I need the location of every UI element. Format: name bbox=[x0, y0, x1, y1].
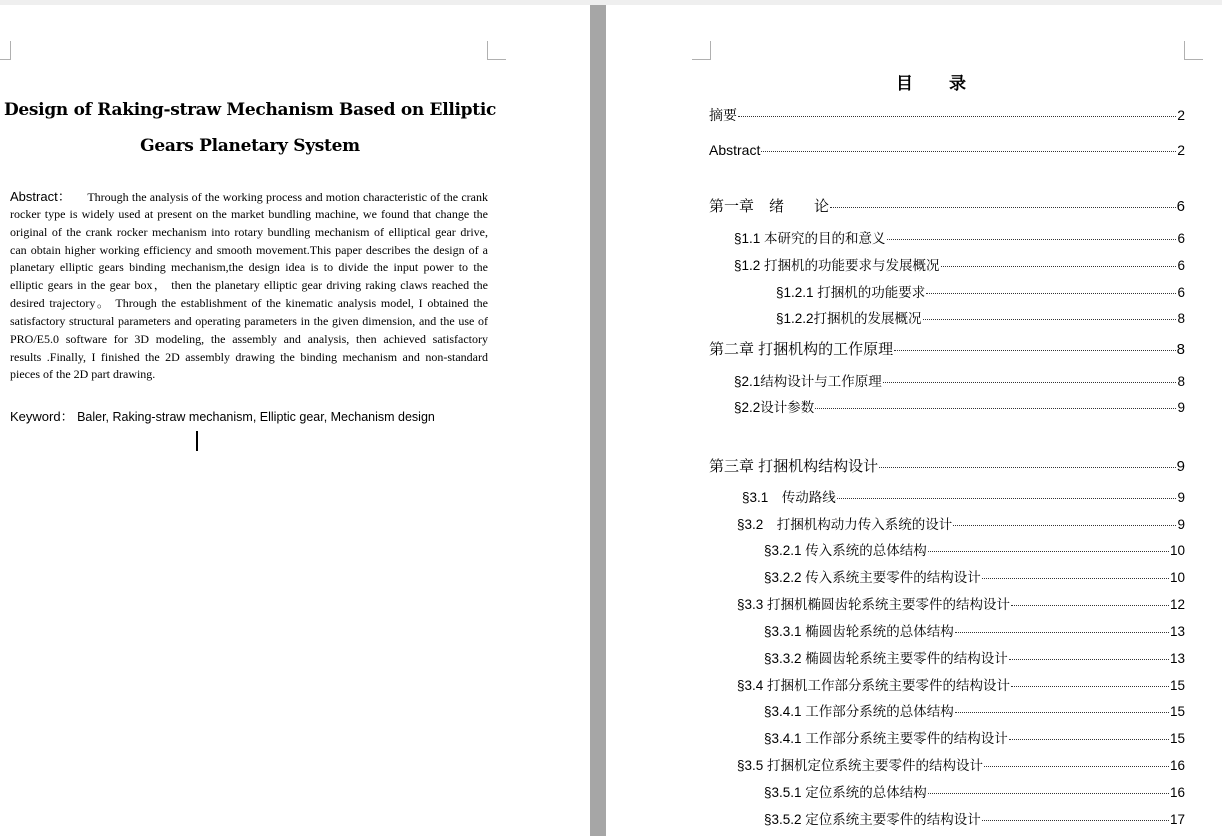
toc-leader-dots bbox=[887, 239, 1177, 240]
toc-leader-dots bbox=[837, 498, 1177, 499]
toc-entry-label: §2.2设计参数 bbox=[734, 400, 815, 415]
toc-entry[interactable] bbox=[737, 674, 1185, 694]
abstract-line: pieces of the 2D part drawing. bbox=[10, 367, 156, 382]
toc-entry-label: §3.3 打捆机椭圆齿轮系统主要零件的结构设计 bbox=[737, 597, 1011, 612]
toc-leader-dots bbox=[926, 293, 1176, 294]
toc-leader-dots bbox=[1009, 739, 1169, 740]
toc-entry-label: §3.5.2 定位系统主要零件的结构设计 bbox=[764, 812, 981, 827]
toc-entry-page: 9 bbox=[1177, 490, 1185, 505]
toc-entry[interactable] bbox=[742, 486, 1185, 506]
toc-leader-dots bbox=[1009, 659, 1169, 660]
abstract-line: rocker type is widely used at present on the market bundling machine, we found that change the bbox=[10, 206, 488, 221]
toc-leader-dots bbox=[879, 467, 1175, 468]
margin-corner-mark bbox=[692, 41, 711, 60]
toc-entry-page: 16 bbox=[1169, 758, 1185, 773]
toc-entry[interactable] bbox=[764, 700, 1185, 720]
toc-entry[interactable] bbox=[764, 566, 1185, 586]
margin-corner-mark bbox=[0, 41, 11, 60]
toc-entry-label: §3.4.1 工作部分系统的总体结构 bbox=[764, 704, 954, 719]
document-page-abstract[interactable] bbox=[0, 5, 590, 836]
toc-entry[interactable] bbox=[734, 254, 1185, 274]
toc-entry-label: §1.1 本研究的目的和意义 bbox=[734, 231, 886, 246]
abstract-line: can obtain higher working efficiency and smooth movement.This paper describes the design of a bbox=[10, 242, 488, 257]
abstract-line: desired trajectory。 Through the establishment of the kinematic analysis model, I obtained the bbox=[10, 296, 488, 311]
toc-entry-page: 13 bbox=[1169, 624, 1185, 639]
abstract-text: Through the analysis of the working process and motion characteristic of the crank bbox=[87, 190, 488, 204]
toc-entry-page: 9 bbox=[1177, 517, 1185, 532]
toc-entry[interactable] bbox=[709, 105, 1185, 125]
toc-entry-label: §2.1结构设计与工作原理 bbox=[734, 374, 882, 389]
toc-leader-dots bbox=[883, 382, 1177, 383]
margin-corner-mark bbox=[487, 41, 506, 60]
abstract-line: elliptic gears in the gear box， then the planetary elliptic gear driving raking claws reached the bbox=[10, 278, 488, 293]
abstract-line: satisfactory structural parameters and operating parameters in the given dimension, and the use of bbox=[10, 313, 488, 328]
toc-entry-label: Abstract bbox=[709, 142, 761, 158]
toc-entry-page: 10 bbox=[1169, 543, 1185, 558]
toc-leader-dots bbox=[941, 266, 1177, 267]
toc-entry[interactable] bbox=[734, 396, 1185, 416]
toc-entry[interactable] bbox=[737, 593, 1185, 613]
toc-entry-label: 第二章 打捆机构的工作原理 bbox=[709, 341, 894, 358]
abstract-paragraph bbox=[10, 188, 488, 384]
toc-entry-page: 17 bbox=[1169, 812, 1185, 827]
toc-leader-dots bbox=[982, 820, 1169, 821]
keyword-text: Baler, Raking-straw mechanism, Elliptic gear, Mechanism design bbox=[73, 410, 435, 424]
toc-entry-page: 16 bbox=[1169, 785, 1185, 800]
toc-entry-page: 13 bbox=[1169, 651, 1185, 666]
toc-entry[interactable] bbox=[737, 513, 1185, 533]
toc-leader-dots bbox=[830, 207, 1176, 208]
toc-entry-label: §3.2 打捆机构动力传入系统的设计 bbox=[737, 517, 953, 532]
margin-corner-mark bbox=[1184, 41, 1203, 60]
toc-entry-page: 2 bbox=[1177, 107, 1185, 123]
toc-entry[interactable] bbox=[734, 370, 1185, 390]
toc-leader-dots bbox=[815, 408, 1176, 409]
toc-entry[interactable] bbox=[776, 307, 1185, 327]
toc-entry-page: 6 bbox=[1177, 258, 1185, 273]
toc-entry-page: 2 bbox=[1177, 142, 1185, 158]
toc-entry[interactable] bbox=[709, 142, 1185, 158]
toc-entry-label: §3.2.1 传入系统的总体结构 bbox=[764, 543, 927, 558]
toc-entry[interactable] bbox=[737, 754, 1185, 774]
toc-title: 目录 bbox=[896, 74, 1002, 94]
toc-entry-page: 8 bbox=[1177, 374, 1185, 389]
toc-entry-page: 6 bbox=[1177, 231, 1185, 246]
toc-entry-label: §3.2.2 传入系统主要零件的结构设计 bbox=[764, 570, 981, 585]
toc-entry-label: 第一章 绪 论 bbox=[709, 198, 830, 215]
toc-entry-label: §1.2.1 打捆机的功能要求 bbox=[776, 285, 926, 300]
toc-entry-label: 第三章 打捆机构结构设计 bbox=[709, 458, 879, 475]
page-gutter bbox=[590, 5, 606, 836]
toc-leader-dots bbox=[928, 793, 1169, 794]
toc-entry-page: 9 bbox=[1177, 400, 1185, 415]
toc-entry-page: 15 bbox=[1169, 731, 1185, 746]
abstract-label: Abstract： bbox=[10, 189, 72, 204]
toc-entry-page: 10 bbox=[1169, 570, 1185, 585]
toc-entry[interactable] bbox=[764, 620, 1185, 640]
toc-entry[interactable] bbox=[709, 455, 1185, 476]
text-cursor bbox=[196, 431, 198, 451]
paper-title-line-2: Gears Planetary System bbox=[140, 136, 360, 156]
toc-entry-page: 8 bbox=[1176, 341, 1185, 358]
toc-leader-dots bbox=[928, 551, 1169, 552]
toc-entry-page: 15 bbox=[1169, 704, 1185, 719]
toc-leader-dots bbox=[955, 632, 1169, 633]
toc-entry[interactable] bbox=[776, 281, 1185, 301]
toc-entry-label: §3.3.2 椭圆齿轮系统主要零件的结构设计 bbox=[764, 651, 1008, 666]
abstract-line: original of the crank rocker mechanism into rotary bundling mechanism of elliptical gear drive, bbox=[10, 224, 488, 239]
abstract-line bbox=[10, 188, 488, 206]
toc-leader-dots bbox=[1011, 686, 1169, 687]
toc-leader-dots bbox=[923, 319, 1177, 320]
toc-entry-label: §3.1 传动路线 bbox=[742, 490, 836, 505]
toc-leader-dots bbox=[953, 525, 1176, 526]
toc-entry-page: 9 bbox=[1176, 458, 1185, 475]
toc-entry[interactable] bbox=[764, 539, 1185, 559]
toc-entry-page: 15 bbox=[1169, 678, 1185, 693]
toc-leader-dots bbox=[982, 578, 1169, 579]
toc-entry-label: §3.5.1 定位系统的总体结构 bbox=[764, 785, 927, 800]
toc-entry-label: §3.3.1 椭圆齿轮系统的总体结构 bbox=[764, 624, 954, 639]
document-page-toc[interactable] bbox=[606, 5, 1222, 836]
toc-leader-dots bbox=[1011, 605, 1169, 606]
toc-entry[interactable] bbox=[709, 338, 1185, 359]
toc-entry-label: §1.2.2打捆机的发展概况 bbox=[776, 311, 922, 326]
toc-leader-dots bbox=[761, 151, 1176, 152]
toc-entry-label: §1.2 打捆机的功能要求与发展概况 bbox=[734, 258, 940, 273]
toc-entry[interactable] bbox=[709, 195, 1185, 216]
toc-entry-page: 8 bbox=[1177, 311, 1185, 326]
toc-leader-dots bbox=[738, 116, 1176, 117]
toc-entry[interactable] bbox=[764, 781, 1185, 801]
toc-entry[interactable] bbox=[764, 808, 1185, 828]
toc-entry-page: 6 bbox=[1177, 285, 1185, 300]
keywords-line bbox=[10, 406, 435, 425]
toc-entry-label: §3.5 打捆机定位系统主要零件的结构设计 bbox=[737, 758, 984, 773]
toc-entry[interactable] bbox=[764, 727, 1185, 747]
toc-leader-dots bbox=[894, 350, 1175, 351]
keyword-label: Keyword： bbox=[10, 409, 74, 424]
toc-entry-label: 摘要 bbox=[709, 107, 737, 123]
toc-entry-label: §3.4.1 工作部分系统主要零件的结构设计 bbox=[764, 731, 1008, 746]
abstract-line: results .Finally, I finished the 2D assembly drawing the binding mechanism and non-standard bbox=[10, 349, 488, 364]
toc-entry-label: §3.4 打捆机工作部分系统主要零件的结构设计 bbox=[737, 678, 1011, 693]
paper-title-line-1: Design of Raking-straw Mechanism Based on Elliptic bbox=[3, 100, 497, 120]
toc-entry[interactable] bbox=[764, 647, 1185, 667]
toc-entry-page: 12 bbox=[1169, 597, 1185, 612]
toc-leader-dots bbox=[984, 766, 1169, 767]
abstract-line: PRO/E5.0 software for 3D modeling, the assembly and analysis, then achieved satisfactory bbox=[10, 331, 488, 346]
toc-entry[interactable] bbox=[734, 227, 1185, 247]
toc-entry-page: 6 bbox=[1176, 198, 1185, 215]
toc-leader-dots bbox=[955, 712, 1169, 713]
abstract-line: planetary elliptic gears binding mechanism,the design idea is to divide the input power to the bbox=[10, 260, 488, 275]
